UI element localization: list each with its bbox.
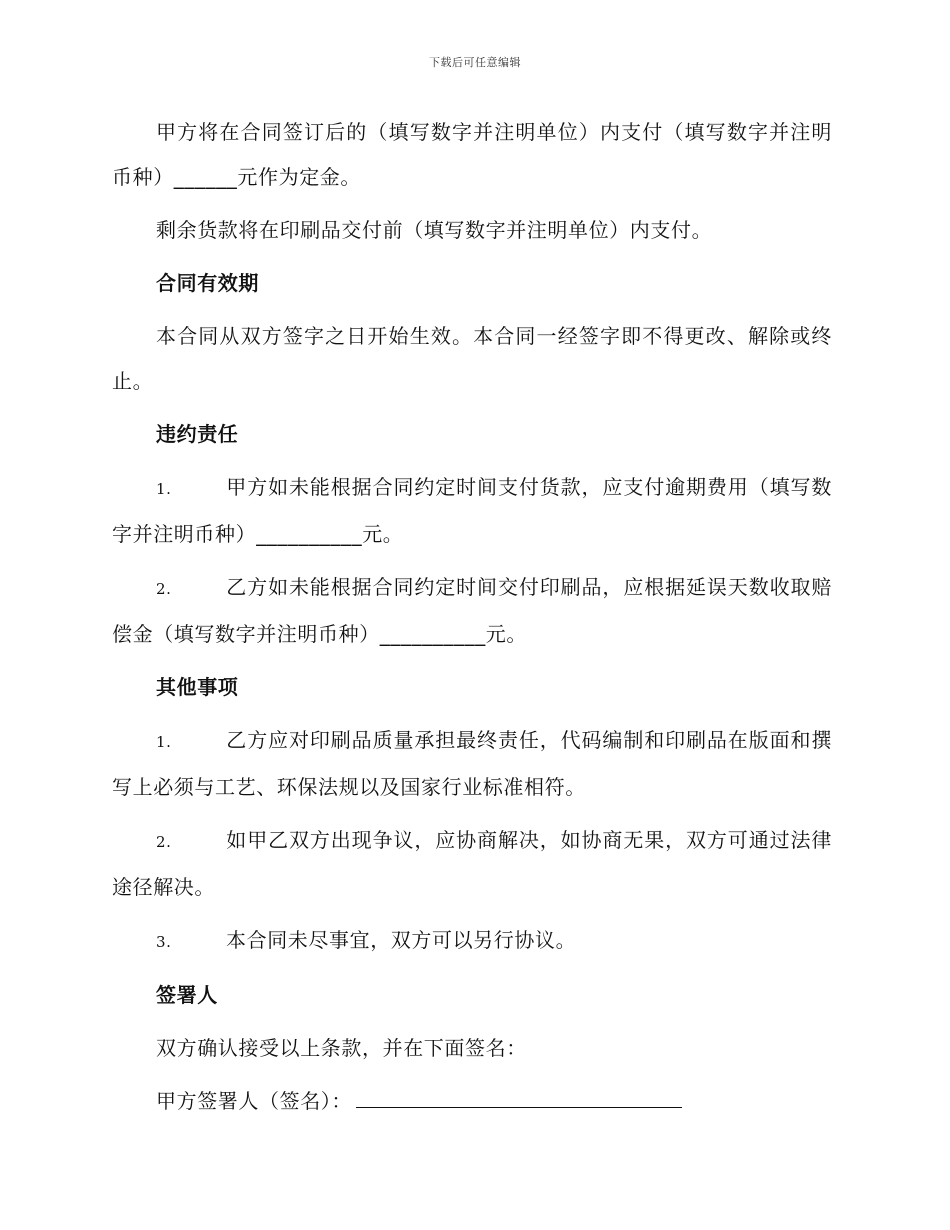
other-item-3-number: 3. [156, 933, 172, 951]
party-a-signature-row [112, 1079, 832, 1124]
signatories-heading: 签署人 [156, 983, 218, 1007]
other-heading: 其他事项 [156, 675, 239, 699]
other-item-2-number: 2. [156, 833, 172, 851]
validity-heading: 合同有效期 [156, 271, 259, 295]
breach-item-1-number: 1. [156, 480, 172, 498]
validity-paragraph: 本合同从双方签字之日开始生效。本合同一经签字即不得更改、解除或终止。 [112, 324, 832, 393]
confirm-paragraph: 双方确认接受以上条款，并在下面签名： [156, 1036, 527, 1060]
other-item-3-text: 本合同未尽事宜，双方可以另行协议。 [226, 928, 577, 952]
other-item-3 [112, 918, 832, 965]
other-item-2-text: 如甲乙双方出现争议，应协商解决，如协商无果，双方可通过法律途径解决。 [112, 828, 832, 899]
breach-item-1 [112, 465, 832, 557]
breach-item-2-number: 2. [156, 580, 172, 598]
breach-item-1-text: 甲方如未能根据合同约定时间支付货款，应支付逾期费用（填写数字并注明币种）__________元。 [112, 475, 832, 546]
breach-item-2-text: 乙方如未能根据合同约定时间交付印刷品，应根据延误天数收取赔偿金（填写数字并注明币种）__________元。 [112, 575, 832, 646]
balance-paragraph: 剩余货款将在印刷品交付前（填写数字并注明单位）内支付。 [156, 218, 713, 242]
contract-body [112, 110, 832, 1132]
party-a-signature-line[interactable] [356, 1085, 682, 1108]
page-header: 下载后可任意编辑 [429, 56, 521, 69]
breach-item-2 [112, 565, 832, 657]
other-item-1 [112, 718, 832, 810]
deposit-paragraph: 甲方将在合同签订后的（填写数字并注明单位）内支付（填写数字并注明币种）______元作为定金。 [112, 120, 832, 189]
other-item-2 [112, 818, 832, 910]
party-a-signature-label: 甲方签署人（签名）： [156, 1089, 352, 1113]
breach-heading: 违约责任 [156, 422, 239, 446]
other-item-1-text: 乙方应对印刷品质量承担最终责任，代码编制和印刷品在版面和撰写上必须与工艺、环保法规以及国家行业标准相符。 [112, 728, 832, 799]
other-item-1-number: 1. [156, 733, 172, 751]
